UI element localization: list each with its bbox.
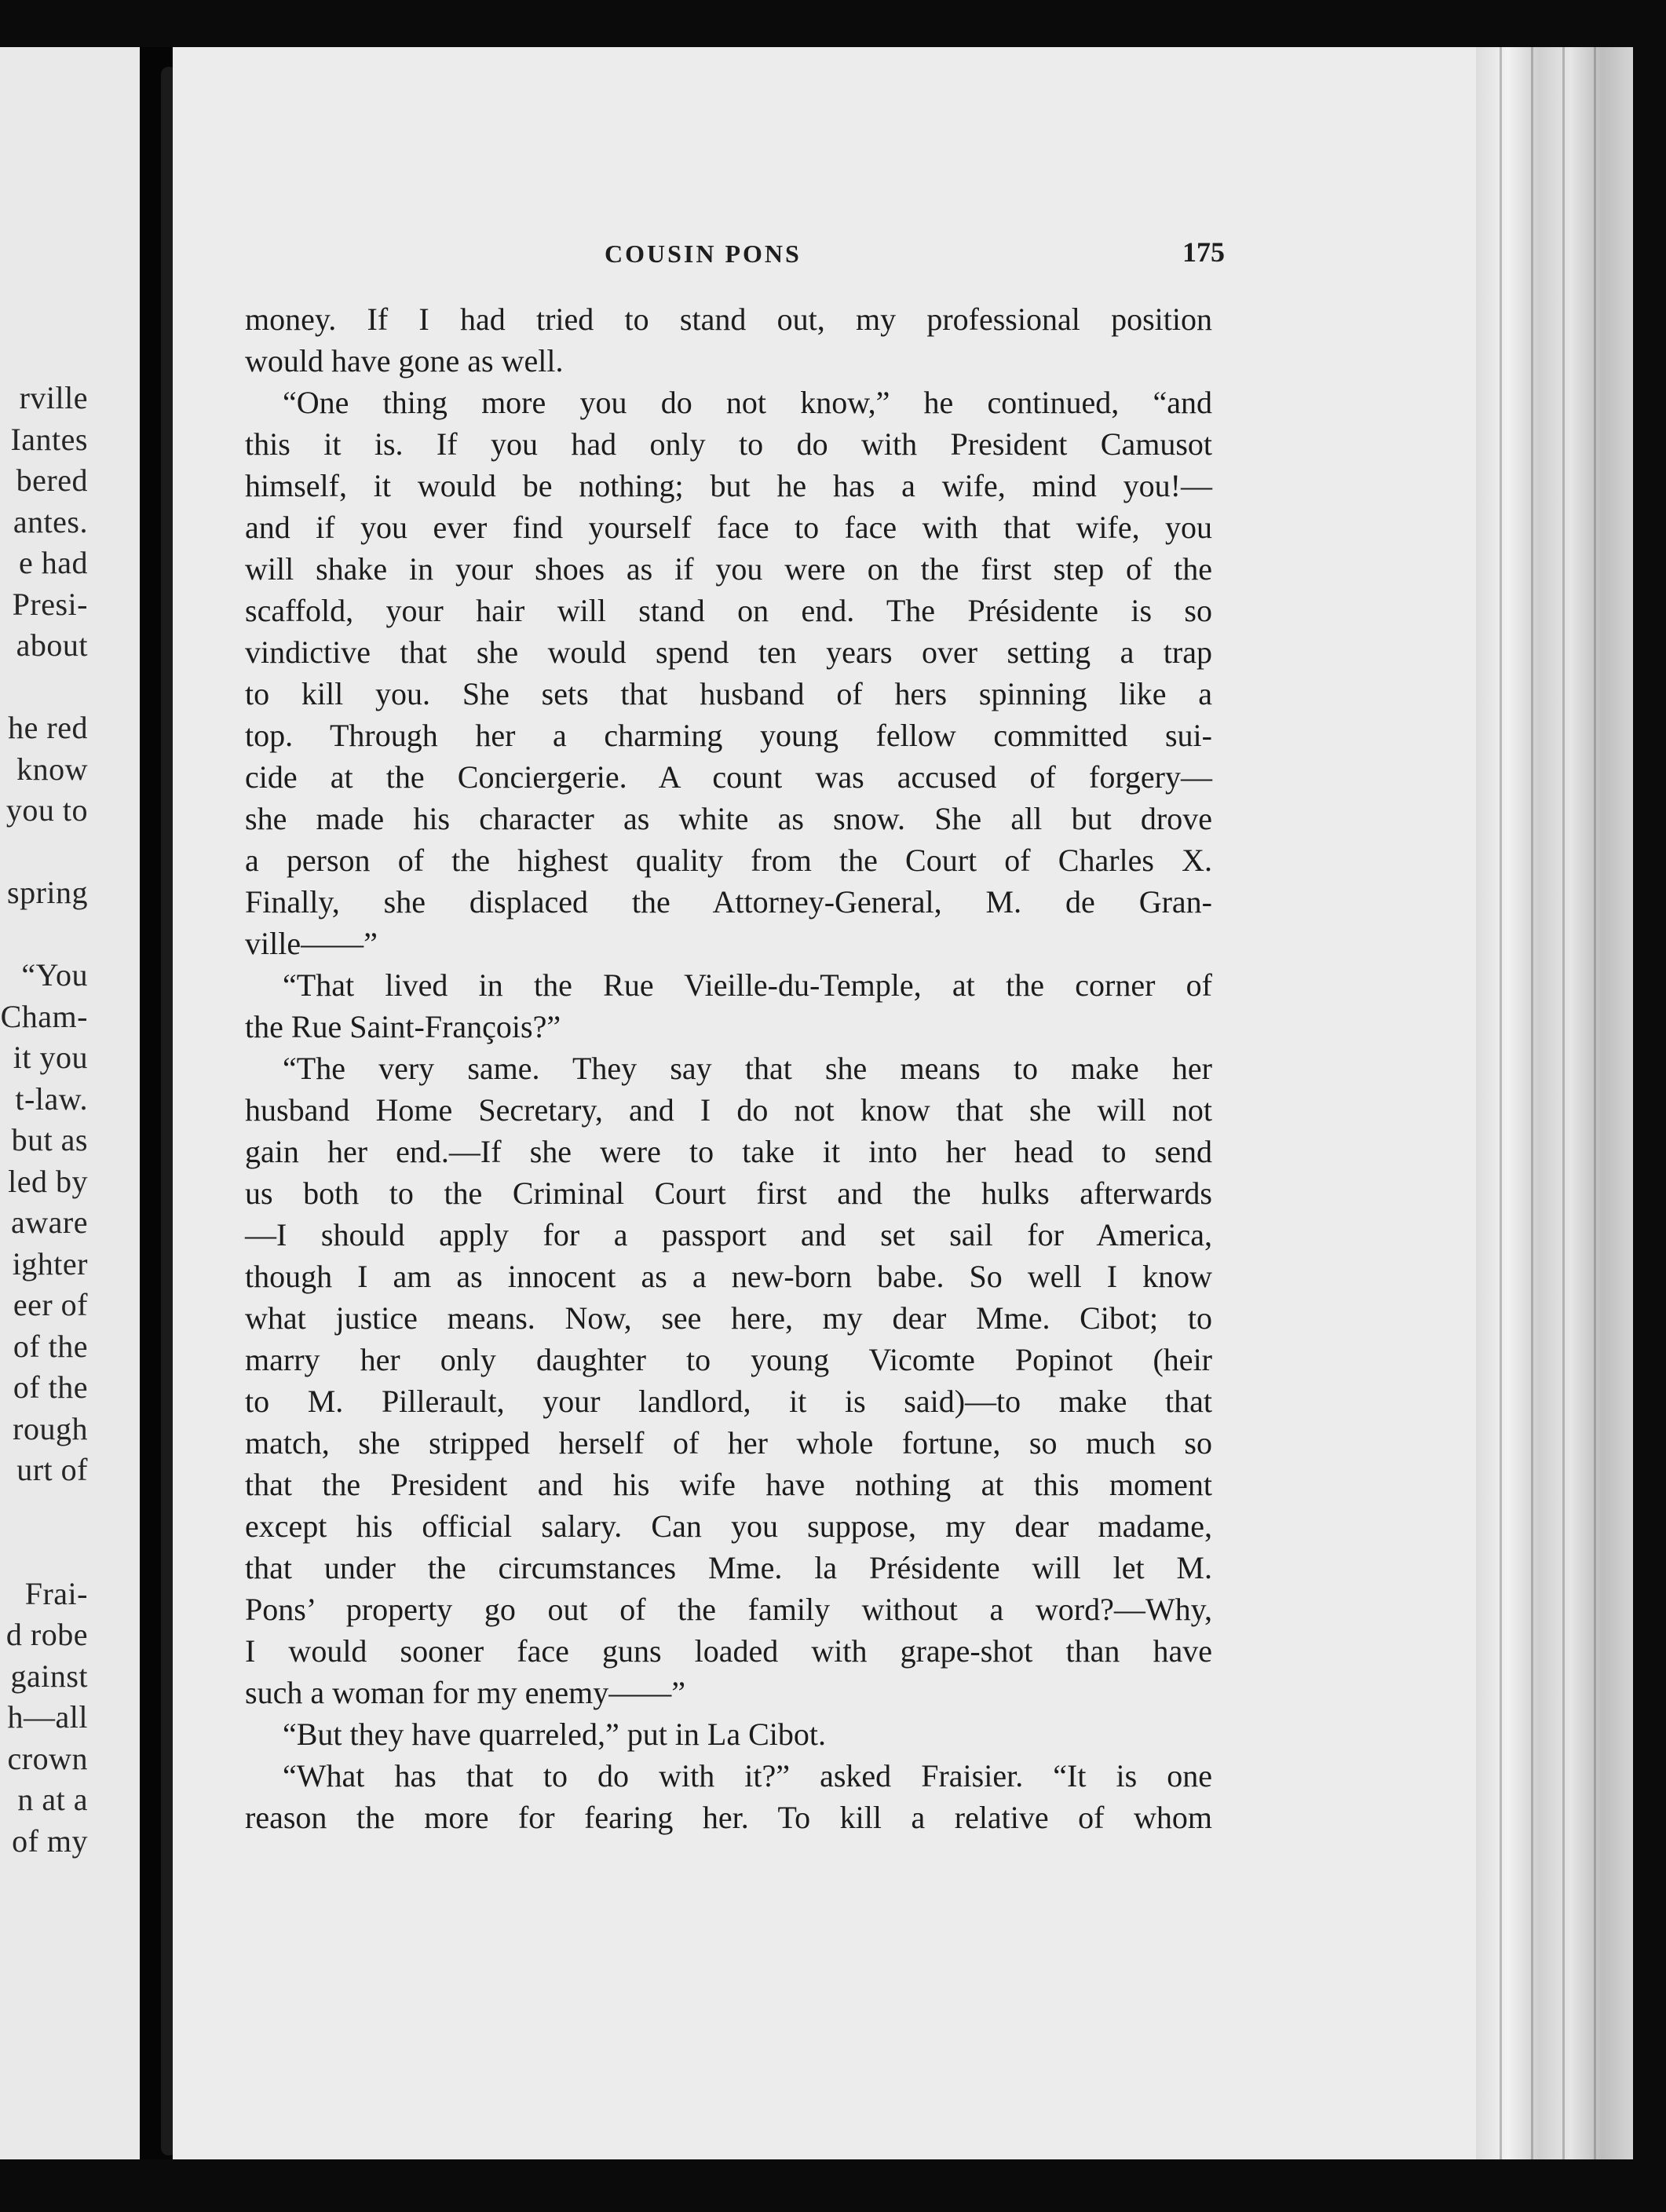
text-line: “The very same. They say that she means to make her xyxy=(283,1051,1212,1086)
left-page-line: know xyxy=(16,751,88,787)
left-page-line: n at a xyxy=(17,1782,88,1817)
left-page-line: but as xyxy=(11,1122,88,1157)
left-page-line: about xyxy=(16,627,88,663)
page-edge-stripe xyxy=(1594,47,1596,2159)
text-line: cide at the Conciergerie. A count was accused of forgery— xyxy=(245,759,1212,795)
text-line: she made his character as white as snow. She all but drove xyxy=(245,801,1212,836)
text-line: match, she stripped herself of her whole fortune, so much so xyxy=(245,1425,1212,1461)
left-page-line: t-law. xyxy=(15,1080,88,1117)
left-page-line: aware xyxy=(11,1205,88,1240)
text-line: except his official salary. Can you suppose, my dear madame, xyxy=(245,1508,1212,1544)
text-line: that under the circumstances Mme. la Présidente will let M. xyxy=(245,1550,1212,1585)
left-page-line: urt of xyxy=(16,1452,88,1487)
left-page-line: eer of xyxy=(13,1287,88,1322)
left-page-line: Iantes xyxy=(10,421,88,457)
text-line: though I am as innocent as a new-born babe. So well I know xyxy=(245,1259,1212,1294)
text-line: marry her only daughter to young Vicomte Popinot (heir xyxy=(245,1342,1212,1377)
text-line: “That lived in the Rue Vieille-du-Temple, at the corner of xyxy=(283,967,1212,1003)
left-page-line: of my xyxy=(12,1823,88,1859)
text-line: to M. Pillerault, your landlord, it is said)—to make that xyxy=(245,1384,1212,1419)
text-line: money. If I had tried to stand out, my professional position xyxy=(245,302,1212,337)
left-page-line: of the xyxy=(13,1328,88,1364)
text-line: to kill you. She sets that husband of hers spinning like a xyxy=(245,676,1212,711)
text-line: —I should apply for a passport and set sail for America, xyxy=(245,1217,1212,1252)
text-line: and if you ever find yourself face to face with that wife, you xyxy=(245,510,1212,545)
left-page-line: it you xyxy=(13,1040,88,1075)
left-page-line: “You xyxy=(21,957,88,993)
text-line: what justice means. Now, see here, my dear Mme. Cibot; to xyxy=(245,1300,1212,1336)
left-page-line: Frai- xyxy=(24,1575,88,1611)
text-line: husband Home Secretary, and I do not know that she will not xyxy=(245,1092,1212,1128)
body-text xyxy=(245,298,1212,1838)
left-page-line: of the xyxy=(13,1369,88,1405)
text-line: would have gone as well. xyxy=(245,343,564,378)
text-line: top. Through her a charming young fellow committed sui- xyxy=(245,718,1212,753)
left-page-line: crown xyxy=(7,1740,88,1776)
page-edge-stripe xyxy=(1562,47,1565,2159)
text-line: “One thing more you do not know,” he continued, “and xyxy=(283,385,1212,420)
text-line: that the President and his wife have nothing at this moment xyxy=(245,1467,1212,1502)
left-page-line: you to xyxy=(5,792,88,828)
text-line: vindictive that she would spend ten years over setting a trap xyxy=(245,634,1212,670)
left-page-line: Presi- xyxy=(12,586,88,622)
left-page-line: h—all xyxy=(7,1699,88,1735)
text-line: gain her end.—If she were to take it into her head to send xyxy=(245,1134,1212,1169)
left-page xyxy=(0,47,140,2159)
text-line: ville——” xyxy=(245,926,378,961)
text-line: himself, it would be nothing; but he has a wife, mind you!— xyxy=(245,468,1212,503)
text-line: such a woman for my enemy——” xyxy=(245,1675,685,1710)
left-page-line: Cham- xyxy=(0,998,88,1034)
left-page-line: ighter xyxy=(12,1245,88,1281)
page-number: 175 xyxy=(1182,236,1225,268)
left-page-line: d robe xyxy=(5,1617,88,1652)
text-line: “What has that to do with it?” asked Fraisier. “It is one xyxy=(283,1758,1212,1793)
text-line: reason the more for fearing her. To kill a relative of whom xyxy=(245,1800,1212,1835)
text-line: Finally, she displaced the Attorney-General, M. de Gran- xyxy=(245,884,1212,920)
page-edge-stripe xyxy=(1500,47,1502,2159)
text-line: scaffold, your hair will stand on end. The Présidente is so xyxy=(245,593,1212,628)
left-page-line: gainst xyxy=(10,1658,88,1694)
left-page-line: e had xyxy=(18,545,88,580)
text-line: the Rue Saint-François?” xyxy=(245,1009,561,1044)
running-head: COUSIN PONS xyxy=(605,239,802,268)
text-line: I would sooner face guns loaded with grape-shot than have xyxy=(245,1633,1212,1669)
text-line: will shake in your shoes as if you were on the first step of the xyxy=(245,551,1212,587)
left-page-line: bered xyxy=(16,463,88,498)
text-line: us both to the Criminal Court first and the hulks afterwards xyxy=(245,1175,1212,1211)
left-page-line: spring xyxy=(7,875,88,910)
left-page-line: he red xyxy=(8,710,88,745)
text-line: “But they have quarreled,” put in La Cibot. xyxy=(283,1717,827,1752)
left-page-line: led by xyxy=(8,1163,88,1199)
page-edge-stripe xyxy=(1531,47,1533,2159)
left-page-line: rville xyxy=(19,380,88,415)
left-page-line: antes. xyxy=(13,503,88,539)
left-page-line: rough xyxy=(13,1410,88,1446)
text-line: Pons’ property go out of the family without a word?—Why, xyxy=(245,1592,1212,1627)
page-edges xyxy=(1476,47,1633,2159)
text-line: this it is. If you had only to do with President Camusot xyxy=(245,426,1212,462)
text-line: a person of the highest quality from the Court of Charles X. xyxy=(245,843,1212,878)
